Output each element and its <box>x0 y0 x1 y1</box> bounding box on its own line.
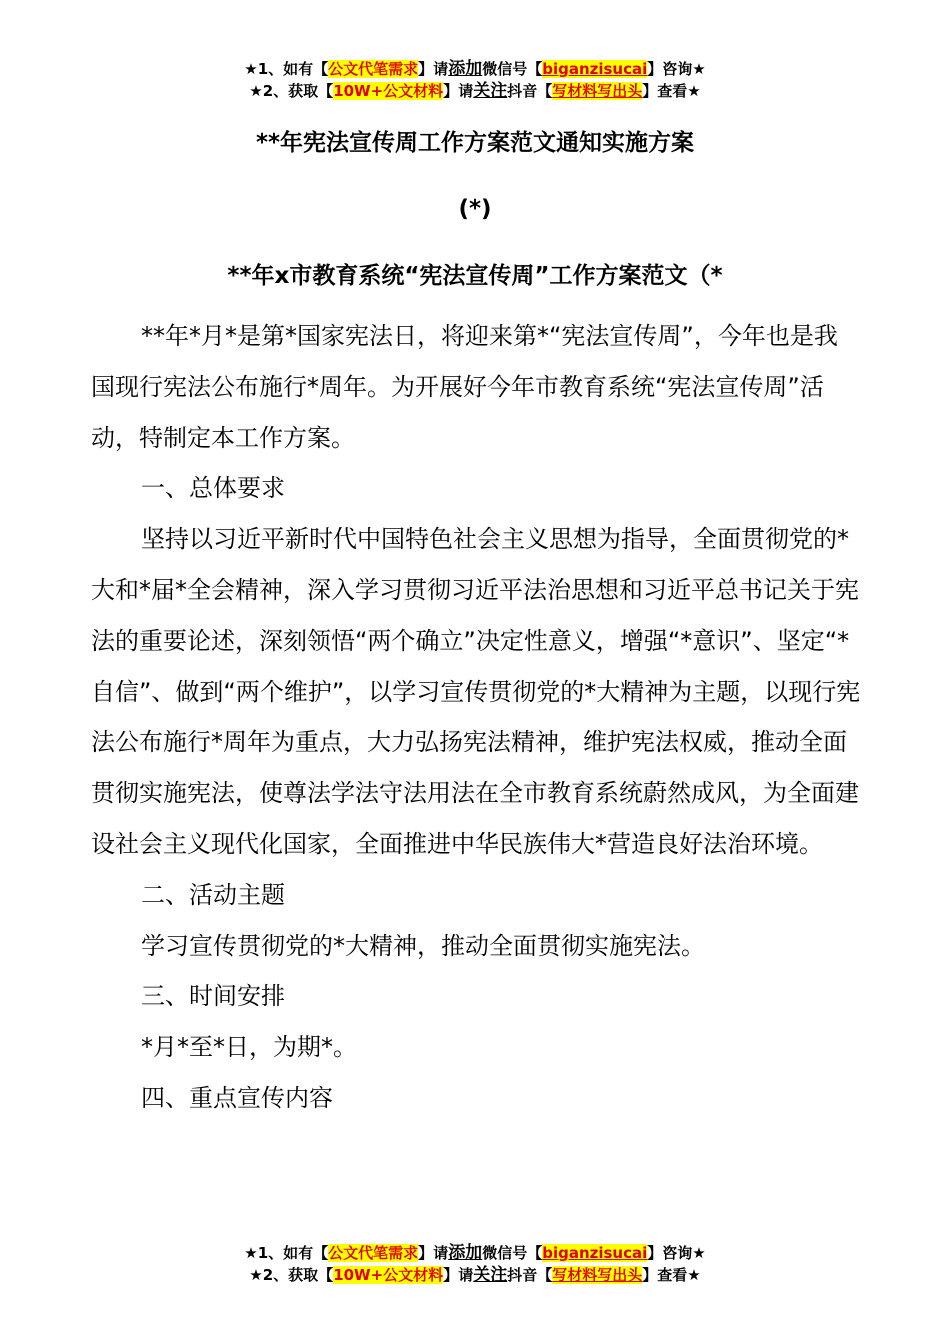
footer-banner <box>0 1242 950 1286</box>
section-heading-4: 四、重点宣传内容 <box>141 1083 333 1112</box>
banner-line-2: ★2、获取【10W+公文材料】请关注抖音【写材料写出头】查看★ <box>249 81 701 101</box>
document-title-suffix: (*) <box>458 196 492 222</box>
material-highlight: 10W+公文材料 <box>333 1266 444 1284</box>
douyin-name: 写材料写出头 <box>552 1266 643 1284</box>
demand-highlight: 公文代笔需求 <box>328 60 419 78</box>
section-heading-1: 一、总体要求 <box>141 474 285 503</box>
section-heading-2: 二、活动主题 <box>141 880 285 909</box>
banner-line-2: ★2、获取【10W+公文材料】请关注抖音【写材料写出头】查看★ <box>249 1265 701 1285</box>
demand-highlight: 公文代笔需求 <box>328 1244 419 1262</box>
requirements-paragraph: 坚持以习近平新时代中国特色社会主义思想为指导，全面贯彻党的*大和*届*全会精神，深入学习贯彻习近平法治思想和习近平总书记关于宪法的重要论述，深刻领悟“两个确立”决定性意义，增强“*意识”、坚定“*自信”、做到“两个维护”，以学习宣传贯彻党的*大精神为主题，以现行宪法公布施行*周年为重点，大力弘扬宪法精神，维护宪法权威，推动全面贯彻实施宪法，使尊法学法守法用法在全市教育系统蔚然成风，为全面建设社会主义现代化国家，全面推进中华民族伟大*营造良好法治环境。 <box>91 525 861 858</box>
schedule-paragraph: *月*至*日，为期*。 <box>141 1033 357 1062</box>
document-body <box>91 311 861 1124</box>
document-subtitle: **年x市教育系统“宪法宣传周”工作方案范文（* <box>227 263 723 289</box>
section-heading-3: 三、时间安排 <box>141 982 285 1011</box>
theme-paragraph: 学习宣传贯彻党的*大精神，推动全面贯彻实施宪法。 <box>141 931 705 960</box>
intro-paragraph: **年*月*是第*国家宪法日，将迎来第*“宪法宣传周”，今年也是我国现行宪法公布施行*周年。为开展好今年市教育系统“宪法宣传周”活动，特制定本工作方案。 <box>91 322 838 452</box>
document-title: **年宪法宣传周工作方案范文通知实施方案 <box>255 130 695 156</box>
wechat-id: biganzisucai <box>542 1244 648 1262</box>
banner-line-1: ★1、如有【公文代笔需求】请添加微信号【biganzisucai】咨询★ <box>244 1243 706 1263</box>
material-highlight: 10W+公文材料 <box>333 82 444 100</box>
header-banner <box>0 58 950 102</box>
douyin-name: 写材料写出头 <box>552 82 643 100</box>
wechat-id: biganzisucai <box>542 60 648 78</box>
banner-line-1: ★1、如有【公文代笔需求】请添加微信号【biganzisucai】咨询★ <box>244 59 706 79</box>
